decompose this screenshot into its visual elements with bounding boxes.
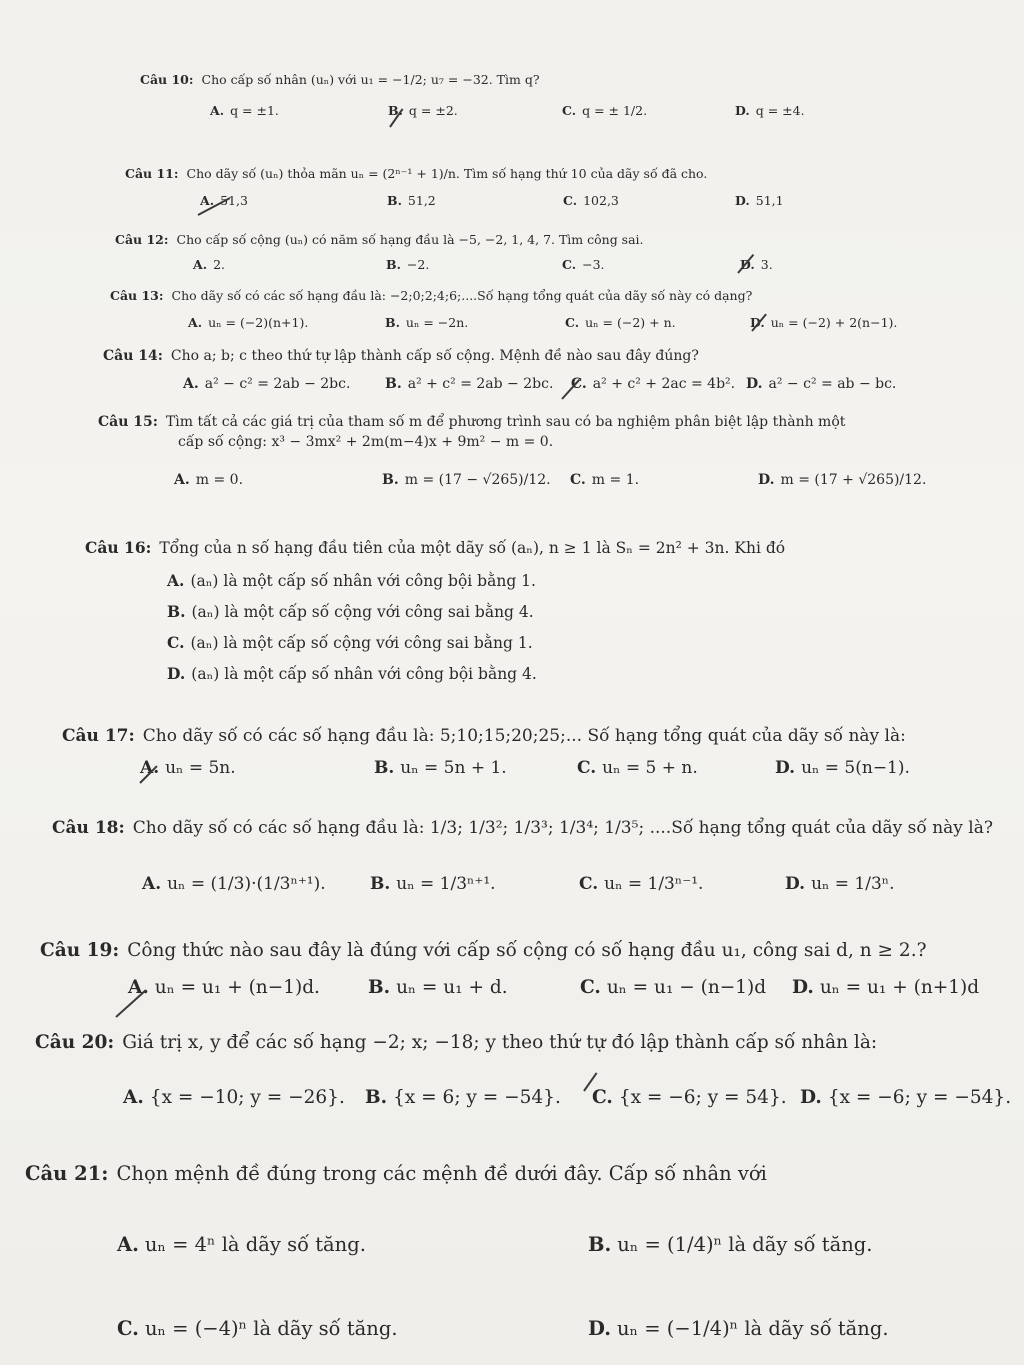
option-c[interactable]: C. uₙ = u₁ − (n−1)d — [580, 977, 767, 998]
option-d[interactable]: D. m = (17 + √265)/12. — [758, 472, 927, 488]
option-a[interactable]: A. uₙ = 5n. — [140, 758, 236, 778]
option-a[interactable]: A. 51,3 — [200, 193, 248, 208]
question-14: Câu 14: Cho a; b; c theo thứ tự lập thành cấp số cộng. Mệnh đề nào sau đây đúng? A. a² − c² = 2ab − 2bc. B. a² + c² = 2ab − 2bc. C. a² + c² + 2ac = 4b². D. a² − c² = ab − bc. — [103, 348, 897, 392]
question-11: Câu 11: Cho dãy số (uₙ) thỏa mãn uₙ = (2ⁿ⁻¹ + 1)/n. Tìm số hạng thứ 10 của dãy số đã cho. A. 51,3 B. 51,2 C. 102,3 D. 51,1 — [125, 166, 784, 208]
question-21: Câu 21: Chọn mệnh đề đúng trong các mệnh đề dưới đây. Cấp số nhân với A. uₙ = 4ⁿ là dãy số tăng. B. uₙ = (1/4)ⁿ là dãy số tăng. C. uₙ = (−4)ⁿ là dãy số tăng. D. uₙ = (−1/4)ⁿ là dãy số tăng. — [25, 1162, 889, 1340]
option-b[interactable]: B. (aₙ) là một cấp số cộng với công sai bằng 4. — [167, 602, 534, 621]
option-a[interactable]: A. uₙ = u₁ + (n−1)d. — [128, 977, 320, 998]
option-d[interactable]: D. (aₙ) là một cấp số nhân với công bội bằng 4. — [167, 664, 537, 683]
question-18: Câu 18: Cho dãy số có các số hạng đầu là: 1/3; 1/3²; 1/3³; 1/3⁴; 1/3⁵; ....Số hạng tổng quát của dãy số này là? A. uₙ = (1/3)·(1/3ⁿ⁺¹). B. uₙ = 1/3ⁿ⁺¹. C. uₙ = 1/3ⁿ⁻¹. D. uₙ = 1/3ⁿ. — [52, 818, 993, 894]
option-c[interactable]: C. a² + c² + 2ac = 4b². — [571, 376, 736, 392]
option-c[interactable]: C. uₙ = (−4)ⁿ là dãy số tăng. — [117, 1317, 398, 1340]
option-a[interactable]: A. m = 0. — [174, 472, 244, 488]
option-a[interactable]: A. q = ±1. — [210, 103, 279, 118]
option-d[interactable]: D. uₙ = (−1/4)ⁿ là dãy số tăng. — [588, 1317, 889, 1340]
option-c[interactable]: C. (aₙ) là một cấp số cộng với công sai bằng 1. — [167, 633, 533, 652]
question-13: Câu 13: Cho dãy số có các số hạng đầu là: −2;0;2;4;6;....Số hạng tổng quát của dãy số này có dạng? A. uₙ = (−2)(n+1). B. uₙ = −2n. C. uₙ = (−2) + n. D. uₙ = (−2) + 2(n−1). — [110, 288, 898, 330]
option-b[interactable]: B. −2. — [386, 257, 430, 272]
option-d[interactable]: D. uₙ = 1/3ⁿ. — [785, 874, 895, 894]
option-b[interactable]: B. a² + c² = 2ab − 2bc. — [385, 376, 554, 392]
question-15: Câu 15: Tìm tất cả các giá trị của tham số m để phương trình sau có ba nghiệm phân biệt lập thành một cấp số cộng: x³ − 3mx² + 2m(m−4)x + 9m² − m = 0. A. m = 0. B. m = (17 − √265)/12. C. m = 1. D. m = (17 + √265)/12. — [98, 414, 927, 488]
option-c[interactable]: C. uₙ = 5 + n. — [577, 758, 698, 778]
option-b[interactable]: B. uₙ = −2n. — [385, 315, 469, 330]
option-c[interactable]: C. {x = −6; y = 54}. — [592, 1087, 787, 1108]
question-19: Câu 19: Công thức nào sau đây là đúng với cấp số cộng có số hạng đầu u₁, công sai d, n ≥ 2.? A. uₙ = u₁ + (n−1)d. B. uₙ = u₁ + d. C. uₙ = u₁ − (n−1)d D. uₙ = u₁ + (n+1)d — [40, 940, 980, 998]
option-c[interactable]: C. 102,3 — [563, 193, 619, 208]
option-b[interactable]: B. m = (17 − √265)/12. — [382, 472, 551, 488]
option-a[interactable]: A. a² − c² = 2ab − 2bc. — [183, 376, 351, 392]
question-12: Câu 12: Cho cấp số cộng (uₙ) có năm số hạng đầu là −5, −2, 1, 4, 7. Tìm công sai. A. 2. B. −2. C. −3. D. 3. — [115, 232, 773, 272]
question-17: Câu 17: Cho dãy số có các số hạng đầu là: 5;10;15;20;25;... Số hạng tổng quát của dãy số này là: A. uₙ = 5n. B. uₙ = 5n + 1. C. uₙ = 5 + n. D. uₙ = 5(n−1). — [62, 726, 910, 778]
option-c[interactable]: C. uₙ = 1/3ⁿ⁻¹. — [579, 874, 704, 894]
option-b[interactable]: B. 51,2 — [387, 193, 436, 208]
option-b[interactable]: B. uₙ = 1/3ⁿ⁺¹. — [370, 874, 496, 894]
question-16: Câu 16: Tổng của n số hạng đầu tiên của một dãy số (aₙ), n ≥ 1 là Sₙ = 2n² + 3n. Khi đó A. (aₙ) là một cấp số nhân với công bội bằng 1. B. (aₙ) là một cấp số cộng với công sai bằng 4. C. (aₙ) là một cấp số cộng với công sai bằng 1. D. (aₙ) là một cấp số nhân với công bội bằng 4. — [85, 538, 975, 695]
question-10 — [140, 72, 960, 133]
option-a[interactable]: A. {x = −10; y = −26}. — [123, 1087, 345, 1108]
option-d[interactable]: D. 51,1 — [735, 193, 784, 208]
option-a[interactable]: A. uₙ = (1/3)·(1/3ⁿ⁺¹). — [142, 874, 326, 894]
option-a[interactable]: A. (aₙ) là một cấp số nhân với công bội bằng 1. — [167, 571, 536, 590]
option-d[interactable]: D. {x = −6; y = −54}. — [800, 1087, 1012, 1108]
option-d[interactable]: D. 3. — [740, 257, 773, 272]
option-a[interactable]: A. uₙ = (−2)(n+1). — [188, 315, 309, 330]
option-d[interactable]: D. uₙ = u₁ + (n+1)d — [792, 977, 980, 998]
question-number: Câu 10: — [140, 72, 194, 87]
option-b[interactable]: B. uₙ = u₁ + d. — [368, 977, 508, 998]
option-d[interactable]: D. uₙ = (−2) + 2(n−1). — [750, 315, 898, 330]
option-a[interactable]: A. 2. — [193, 257, 225, 272]
question-text: Cho cấp số nhân (uₙ) với u₁ = −1/2; u₇ = −32. Tìm q? — [201, 72, 540, 87]
option-b[interactable]: B. uₙ = (1/4)ⁿ là dãy số tăng. — [588, 1233, 873, 1256]
option-c[interactable]: C. uₙ = (−2) + n. — [565, 315, 676, 330]
option-b[interactable]: B. uₙ = 5n + 1. — [374, 758, 507, 778]
option-c[interactable]: C. −3. — [562, 257, 605, 272]
question-20: Câu 20: Giá trị x, y để các số hạng −2; x; −18; y theo thứ tự đó lập thành cấp số nhân là: A. {x = −10; y = −26}. B. {x = 6; y = −54}. C. {x = −6; y = 54}. D. {x = −6; y = −54}. — [35, 1032, 1012, 1108]
option-d[interactable]: D. uₙ = 5(n−1). — [775, 758, 910, 778]
option-d[interactable]: D. a² − c² = ab − bc. — [746, 376, 897, 392]
option-c[interactable]: C. q = ± 1/2. — [562, 103, 648, 118]
option-b[interactable]: B. {x = 6; y = −54}. — [365, 1087, 561, 1108]
option-a[interactable]: A. uₙ = 4ⁿ là dãy số tăng. — [117, 1233, 366, 1256]
option-b[interactable]: B. q = ±2. — [388, 103, 458, 118]
option-c[interactable]: C. m = 1. — [570, 472, 640, 488]
option-d[interactable]: D. q = ±4. — [735, 103, 805, 118]
